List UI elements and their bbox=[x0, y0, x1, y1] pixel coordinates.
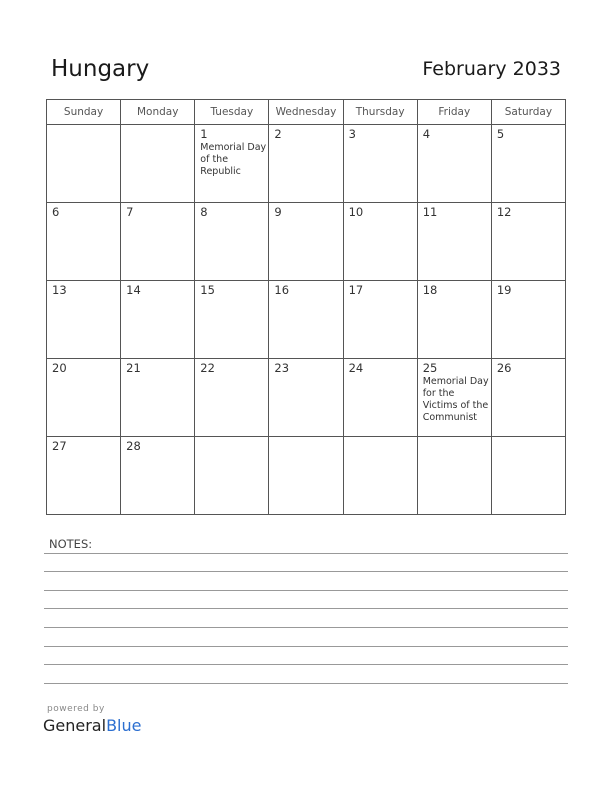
day-cell bbox=[195, 437, 269, 515]
day-cell bbox=[343, 359, 417, 437]
day-cell bbox=[491, 125, 565, 203]
calendar-grid bbox=[46, 99, 566, 515]
day-number: 26 bbox=[496, 361, 512, 375]
day-number: 10 bbox=[348, 205, 364, 219]
day-cell bbox=[195, 281, 269, 359]
day-cell bbox=[417, 281, 491, 359]
day-cell bbox=[343, 281, 417, 359]
holiday-label: Memorial Day of the Republic bbox=[200, 142, 267, 177]
day-cell bbox=[343, 125, 417, 203]
day-cell bbox=[491, 281, 565, 359]
day-cell bbox=[47, 359, 121, 437]
weekday-header: Friday bbox=[417, 100, 491, 125]
day-cell bbox=[195, 203, 269, 281]
day-cell bbox=[195, 359, 269, 437]
note-line bbox=[44, 683, 568, 684]
day-number: 11 bbox=[422, 205, 438, 219]
day-cell bbox=[47, 281, 121, 359]
generalblue-logo[interactable] bbox=[43, 716, 141, 736]
day-cell bbox=[121, 359, 195, 437]
day-cell bbox=[121, 437, 195, 515]
brand-general: General bbox=[43, 716, 107, 735]
note-line bbox=[44, 590, 568, 591]
country-title: Hungary bbox=[51, 56, 150, 82]
day-number: 22 bbox=[200, 361, 215, 375]
note-line bbox=[44, 646, 568, 647]
note-line bbox=[44, 571, 568, 572]
day-cell bbox=[195, 125, 269, 203]
day-number: 7 bbox=[126, 205, 134, 219]
day-cell bbox=[121, 203, 195, 281]
day-number: 9 bbox=[274, 205, 282, 219]
week-row bbox=[47, 203, 566, 281]
powered-by-text: powered by bbox=[47, 704, 105, 714]
day-number: 4 bbox=[422, 127, 431, 141]
day-cell bbox=[121, 281, 195, 359]
holiday-label: Memorial Day for the Victims of the Communist bbox=[422, 376, 489, 423]
week-row bbox=[47, 125, 566, 203]
day-cell bbox=[491, 359, 565, 437]
day-cell bbox=[121, 125, 195, 203]
day-cell bbox=[417, 203, 491, 281]
day-cell bbox=[343, 437, 417, 515]
weekday-header: Monday bbox=[121, 100, 195, 125]
day-number: 16 bbox=[274, 283, 290, 297]
day-cell bbox=[269, 203, 343, 281]
week-row bbox=[47, 437, 566, 515]
brand-blue: Blue bbox=[106, 716, 142, 735]
day-cell bbox=[417, 125, 491, 203]
day-number: 19 bbox=[496, 283, 512, 297]
weekday-header-row bbox=[47, 100, 566, 125]
day-cell bbox=[269, 437, 343, 515]
weekday-header: Tuesday bbox=[195, 100, 269, 125]
day-number: 23 bbox=[274, 361, 290, 375]
day-cell bbox=[269, 125, 343, 203]
day-cell bbox=[269, 281, 343, 359]
day-cell bbox=[47, 203, 121, 281]
day-cell bbox=[491, 437, 565, 515]
day-number: 15 bbox=[200, 283, 215, 297]
week-row bbox=[47, 281, 566, 359]
weekday-header: Wednesday bbox=[269, 100, 343, 125]
day-number: 24 bbox=[348, 361, 364, 375]
day-number: 8 bbox=[200, 205, 208, 219]
day-cell bbox=[417, 437, 491, 515]
day-number: 13 bbox=[52, 283, 67, 297]
note-line bbox=[44, 627, 568, 628]
day-number: 20 bbox=[52, 361, 67, 375]
day-number: 3 bbox=[348, 127, 356, 141]
day-number: 27 bbox=[52, 439, 67, 453]
day-number: 1 bbox=[200, 127, 208, 141]
day-cell bbox=[47, 437, 121, 515]
day-number: 28 bbox=[126, 439, 141, 453]
note-line bbox=[44, 608, 568, 609]
weekday-header: Sunday bbox=[47, 100, 121, 125]
weekday-header: Saturday bbox=[491, 100, 565, 125]
day-number: 12 bbox=[496, 205, 512, 219]
day-cell bbox=[417, 359, 491, 437]
day-cell bbox=[491, 203, 565, 281]
weekday-header: Thursday bbox=[343, 100, 417, 125]
week-row bbox=[47, 359, 566, 437]
day-cell bbox=[269, 359, 343, 437]
day-number: 6 bbox=[52, 205, 60, 219]
day-number: 21 bbox=[126, 361, 141, 375]
day-number: 17 bbox=[348, 283, 364, 297]
day-cell bbox=[343, 203, 417, 281]
note-line bbox=[44, 664, 568, 665]
note-line bbox=[44, 553, 568, 554]
day-cell bbox=[47, 125, 121, 203]
notes-label: NOTES: bbox=[49, 537, 93, 551]
day-number: 14 bbox=[126, 283, 141, 297]
day-number: 5 bbox=[496, 127, 505, 141]
day-number: 25 bbox=[422, 361, 438, 375]
day-number: 18 bbox=[422, 283, 438, 297]
day-number: 2 bbox=[274, 127, 282, 141]
month-year-title: February 2033 bbox=[422, 58, 561, 80]
